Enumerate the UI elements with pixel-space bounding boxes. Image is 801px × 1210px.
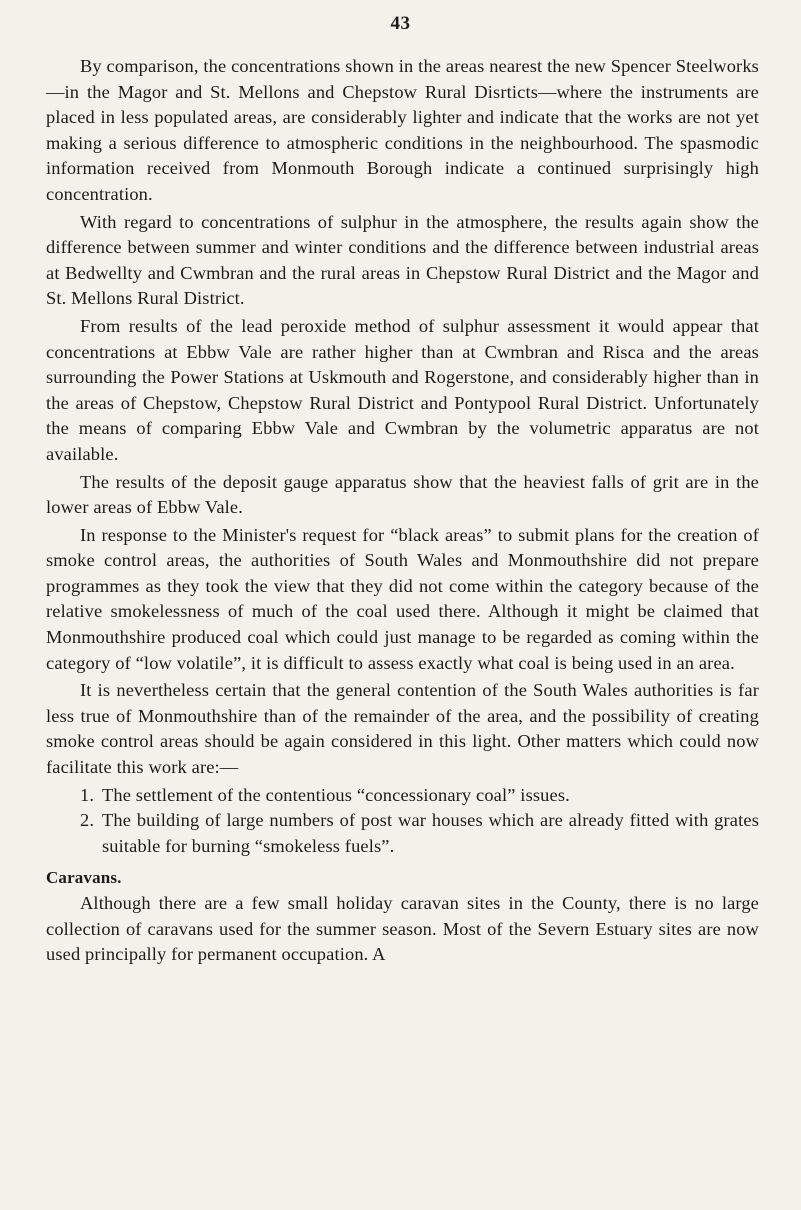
paragraph-steelworks-comparison: By comparison, the concentrations shown in the areas nearest the new Spencer Steelworks—in the Magor and St. Mellons and Chepstow Rural Disrticts—where the instruments are placed in less populated areas, are considerably lighter and indicate that the works are not yet making a serious difference to atmospheric conditions in the neighbourhood. The spasmodic information received from Monmouth Borough indicate a continued surprisingly high concentration. <box>46 56 759 204</box>
paragraph-deposit-gauge: The results of the deposit gauge apparatus show that the heaviest falls of grit are in the lower areas of Ebbw Vale. <box>46 471 759 518</box>
section-heading-caravans: Caravans. <box>46 868 122 888</box>
list-item <box>80 808 759 859</box>
paragraph-caravans: Although there are a few small holiday caravan sites in the County, there is no large collection of caravans used for the summer season. Most of the Severn Estuary sites are now used principally for permanent occupation. A <box>46 893 759 965</box>
list-item-number: 2. <box>80 810 95 831</box>
paragraph-sulphur-concentrations: With regard to concentrations of sulphur in the atmosphere, the results again show the difference between summer and winter conditions and the difference between industrial areas at Bedwellty and Cwmbran and the rural areas in Chepstow Rural District and the Magor and St. Mellons Rural District. <box>46 211 759 309</box>
body-text <box>46 54 759 970</box>
paragraph-smoke-control: It is nevertheless certain that the general contention of the South Wales authorities is far less true of Monmouthshire than of the remainder of the area, and the possibility of creating smoke control areas should be again considered in this light. Other matters which could now facilitate this work are:— <box>46 680 759 778</box>
list-item-text: The building of large numbers of post war houses which are already fitted with grates suitable for burning “smokeless fuels”. <box>102 810 759 856</box>
facilitating-matters-list <box>46 783 759 860</box>
list-item-text: The settlement of the contentious “concessionary coal” issues. <box>102 784 570 805</box>
list-item <box>80 783 759 809</box>
page-number: 43 <box>390 13 411 34</box>
paragraph-black-areas: In response to the Minister's request for “black areas” to submit plans for the creation of smoke control areas, the authorities of South Wales and Monmouthshire did not prepare programmes as they took the view that they did not come within the category because of the relative smokelessness of much of the coal used there. Although it might be claimed that Monmouthshire produced coal which could just manage to be regarded as coming within the category of “low volatile”, it is difficult to assess exactly what coal is being used in an area. <box>46 524 759 673</box>
list-item-number: 1. <box>80 784 95 805</box>
paragraph-lead-peroxide: From results of the lead peroxide method of sulphur assessment it would appear that concentrations at Ebbw Vale are rather higher than at Cwmbran and Risca and the areas surrounding the Power Stations at Uskmouth and Rogerstone, and considerably higher than in the areas of Chepstow, Chepstow Rural District and Pontypool Rural District. Unfortunately the means of comparing Ebbw Vale and Cwmbran by the volumetric apparatus are not available. <box>46 315 759 464</box>
